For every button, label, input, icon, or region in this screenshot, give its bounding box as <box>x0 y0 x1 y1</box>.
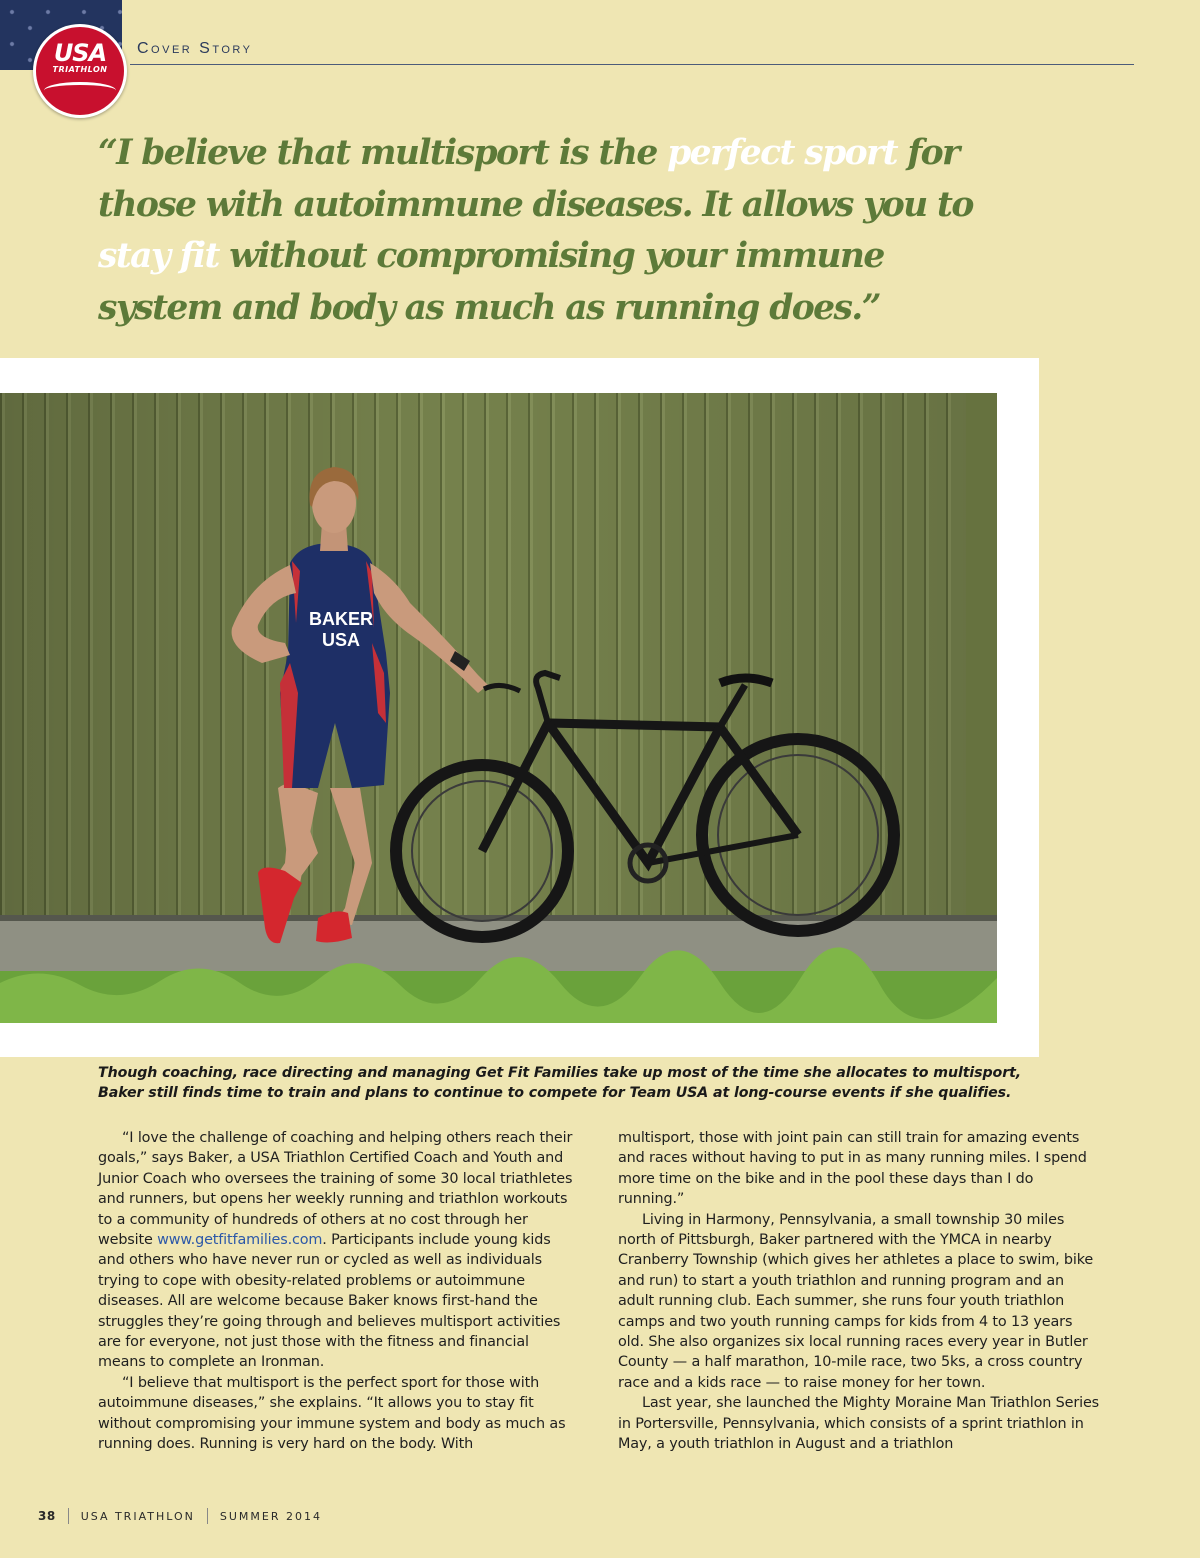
body-column-right <box>618 1128 1102 1455</box>
pull-quote-highlight-2: stay fit <box>98 236 219 276</box>
photo-caption: Though coaching, race directing and managing Get Fit Families take up most of the time she allocates to multisport, Baker still finds time to train and plans to continue to compete for Team USA at long-course events if she qualifies. <box>98 1065 1022 1101</box>
website-link[interactable]: www.getfitfamilies.com <box>157 1232 323 1249</box>
athlete-photo <box>0 393 997 1023</box>
logo-triathlon-text: TRIATHLON <box>52 65 108 74</box>
page-number: 38 <box>38 1509 56 1523</box>
body-paragraph: multisport, those with joint pain can still train for amazing events and races without having to put in as many running miles. I spend more time on the bike and in the pool these days than I do running.” <box>618 1130 1087 1208</box>
usa-triathlon-logo <box>33 24 127 118</box>
magazine-name: USA TRIATHLON <box>80 1509 195 1523</box>
page-footer <box>38 1508 322 1524</box>
body-text: . Participants include young kids and others who have never run or cycled as well as individuals trying to cope with obesity-related problems or autoimmune diseases. All are welcome because Baker knows first-hand the struggles they’re going through and believes multisport activities are for everyone, not just those with the fitness and financial means to complete an Ironman. <box>98 1232 561 1371</box>
body-column-left <box>98 1128 574 1455</box>
pull-quote-text-3: without compromising your immune system and body as much as running does.” <box>98 236 884 328</box>
jersey-name-text: BAKER <box>308 609 374 629</box>
logo-usa-text: USA <box>53 39 107 67</box>
section-label: Cover Story <box>137 40 253 57</box>
pull-quote <box>98 128 998 334</box>
pull-quote-text-1: “I believe that multisport is the <box>98 133 668 173</box>
body-paragraph <box>98 1128 574 1373</box>
section-divider <box>130 64 1134 65</box>
logo-swoosh-icon <box>44 82 116 99</box>
jersey-country-text: USA <box>321 630 361 650</box>
issue-date: SUMMER 2014 <box>219 1509 322 1523</box>
pull-quote-highlight-1: perfect sport <box>667 133 897 173</box>
athlete-photo-illustration <box>0 393 997 1023</box>
body-paragraph: Living in Harmony, Pennsylvania, a small township 30 miles north of Pittsburgh, Baker partnered with the YMCA in nearby Cranberry Township (which gives her athletes a place to swim, bike and run) to start a youth triathlon and running program and an adult running club. Each summer, she runs four youth triathlon camps and two youth running camps for kids from 4 to 13 years old. She also organizes six local running races every year in Butler County — a half marathon, 10-mile race, two 5ks, a cross country race and a kids race — to raise money for her town. <box>618 1211 1094 1391</box>
body-paragraph: “I believe that multisport is the perfect sport for those with autoimmune diseases,” she explains. “It allows you to stay fit without compromising your immune system and body as much as running does. Running is very hard on the body. With <box>98 1374 566 1453</box>
footer-divider <box>207 1508 208 1524</box>
body-paragraph: Last year, she launched the Mighty Moraine Man Triathlon Series in Portersville, Pennsylvania, which consists of a sprint triathlon in May, a youth triathlon in August and a triathlon <box>618 1395 1100 1453</box>
pull-quote-text-2: for those with autoimmune diseases. It allows you to <box>98 133 973 225</box>
footer-divider <box>68 1508 69 1524</box>
body-text: “I love the challenge of coaching and helping others reach their goals,” says Baker, a USA Triathlon Certified Coach and Youth and Junior Coach who oversees the training of some 30 local triathletes and runners, but opens her weekly running and triathlon workouts to a community of hundreds of others at no cost through her website <box>98 1130 573 1249</box>
